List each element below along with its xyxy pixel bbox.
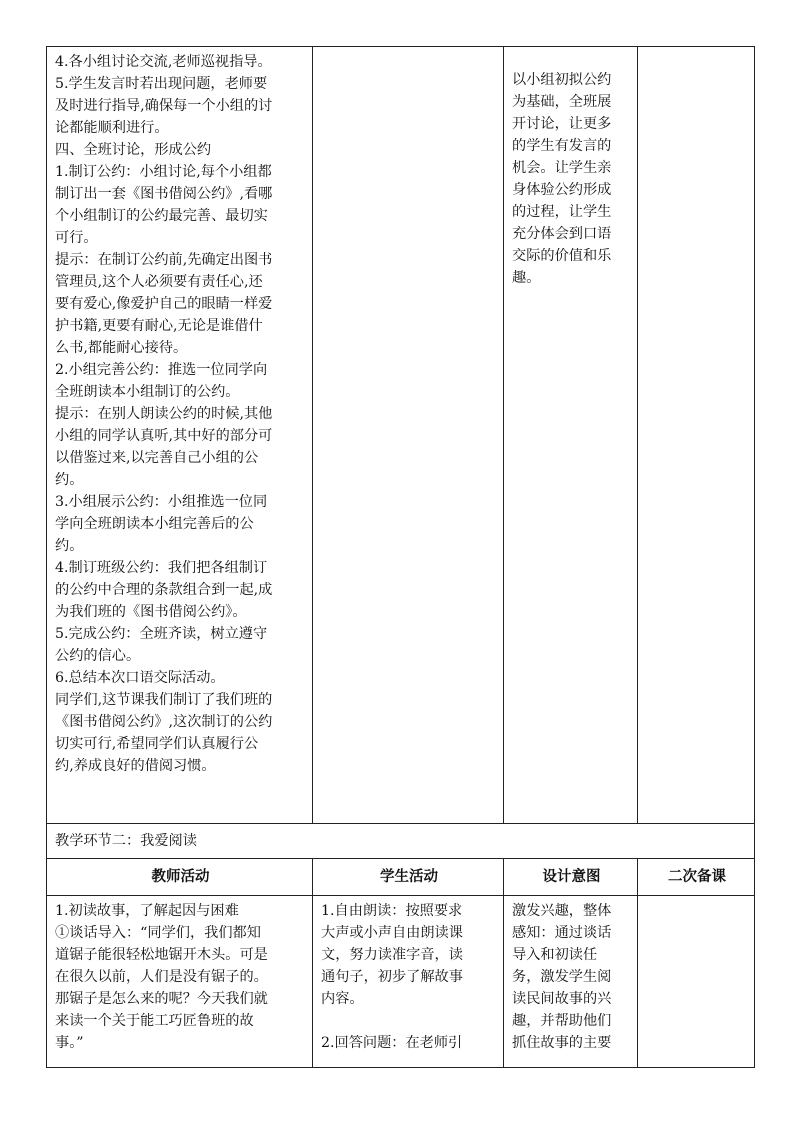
text-line: 务，激发学生阅 (512, 969, 612, 985)
text-line: 交际的价值和乐 (512, 248, 612, 264)
text-line: 为基础，全班展 (512, 94, 612, 110)
text-line: 为我们班的《图书借阅公约》。 (55, 604, 247, 620)
text-line: 以借鉴过来,以完善自己小组的公 (55, 450, 259, 466)
section-row (47, 824, 755, 859)
text-line: 感知：通过谈话 (512, 925, 612, 941)
text-line: 在很久以前，人们是没有锯子的。 (55, 969, 268, 985)
text-line: 2.小组完善公约：推选一位同学向 (55, 362, 268, 378)
text-line: 趣。 (512, 270, 541, 286)
text-line: 身体验公约形成 (512, 182, 612, 198)
text-line: 制订出一套《图书借阅公约》,看哪 (55, 186, 273, 202)
text-line: 四、全班讨论，形成公约 (55, 142, 212, 158)
text-line: 1.自由朗读：按照要求 (321, 903, 463, 919)
text-line: 抓住故事的主要 (512, 1035, 612, 1051)
header-student-activity: 学生活动 (313, 859, 504, 896)
text-line: 那锯子是怎么来的呢？今天我们就 (55, 991, 268, 1007)
teacher-activity-cell-1 (47, 47, 313, 824)
text-line: 约。 (55, 538, 84, 554)
text-line: ①谈话导入：“同学们，我们都知 (55, 925, 261, 941)
text-line: 及时进行指导,确保每一个小组的讨 (55, 98, 273, 114)
text-line (321, 1010, 497, 1032)
text-line: 切实可行,希望同学们认真履行公 (55, 736, 259, 752)
text-line: 5.学生发言时若出现问题，老师要 (55, 76, 268, 92)
text-line: 么书,都能耐心接待。 (55, 340, 188, 356)
text-line: 读民间故事的兴 (512, 991, 612, 1007)
text-line: 的公约中合理的条款组合到一起,成 (55, 582, 273, 598)
text-line: 6.总结本次口语交际活动。 (55, 670, 225, 686)
text-line: 道锯子能很轻松地锯开木头。可是 (55, 947, 268, 963)
text-line: 全班朗读本小组制订的公约。 (55, 384, 240, 400)
text-line: 事。” (55, 1035, 84, 1051)
text-line: 同学们,这节课我们制订了我们班的 (55, 692, 273, 708)
text-line: 论都能顺利进行。 (55, 120, 169, 136)
text-line: 约,养成良好的借阅习惯。 (55, 758, 216, 774)
text-line: 导入和初读任 (512, 947, 598, 963)
text-line: 以小组初拟公约 (512, 72, 612, 88)
text-line: 的学生有发言的 (512, 138, 612, 154)
text-line: 4.制订班级公约：我们把各组制订 (55, 560, 268, 576)
text-line: 小组的同学认真听,其中好的部分可 (55, 428, 273, 444)
text-line: 要有爱心,像爱护自己的眼睛一样爱 (55, 296, 273, 312)
design-intent-cell-2 (504, 896, 638, 1068)
text-line: 护书籍,更要有耐心,无论是谁借什 (55, 318, 263, 334)
text-line: 《图书借阅公约》,这次制订的公约 (55, 714, 273, 730)
text-line: 3.小组展示公约：小组推选一位同 (55, 494, 268, 510)
activity-row-1 (47, 47, 755, 824)
text-line: 1.初读故事，了解起因与困难 (55, 903, 239, 919)
text-line: 激发兴趣，整体 (512, 903, 612, 919)
teacher-activity-cell-2 (47, 896, 313, 1068)
text-line: 的过程，让学生 (512, 204, 612, 220)
text-line: 大声或小声自由朗读课 (321, 925, 463, 941)
text-line: 1.制订公约：小组讨论,每个小组都 (55, 164, 272, 180)
text-line: 公约的信心。 (55, 648, 141, 664)
text-line: 约。 (55, 472, 84, 488)
text-line: 文，努力读准字音，读 (321, 947, 463, 963)
student-activity-cell-1 (313, 47, 504, 824)
text-line: 提示：在别人朗读公约的时候,其他 (55, 406, 273, 422)
text-line: 内容。 (321, 991, 364, 1007)
header-teacher-activity: 教师活动 (47, 859, 313, 896)
second-prep-cell-1 (638, 47, 755, 824)
text-line: 个小组制订的公约最完善、最切实 (55, 208, 268, 224)
text-line: 开讨论，让更多 (512, 116, 612, 132)
text-line: 提示：在制订公约前,先确定出图书 (55, 252, 273, 268)
text-line: 机会。让学生亲 (512, 160, 612, 176)
activity-row-2 (47, 896, 755, 1068)
text-line: 4.各小组讨论交流,老师巡视指导。 (55, 54, 272, 70)
text-line: 趣，并帮助他们 (512, 1013, 612, 1029)
lesson-plan-document (46, 46, 754, 1068)
design-intent-cell-1 (504, 47, 638, 824)
text-line: 充分体会到口语 (512, 226, 612, 242)
student-activity-cell-2 (313, 896, 504, 1068)
lesson-plan-table (46, 46, 755, 1068)
header-row (47, 859, 755, 896)
header-design-intent: 设计意图 (504, 859, 638, 896)
text-line: 2.回答问题：在老师引 (321, 1035, 463, 1051)
header-second-prep: 二次备课 (638, 859, 755, 896)
text-line: 可行。 (55, 230, 98, 246)
text-line: 学向全班朗读本小组完善后的公 (55, 516, 254, 532)
text-line: 来读一个关于能工巧匠鲁班的故 (55, 1013, 254, 1029)
second-prep-cell-2 (638, 896, 755, 1068)
text-line: 5.完成公约：全班齐读，树立遵守 (55, 626, 268, 642)
text-line: 管理员,这个人必须要有责任心,还 (55, 274, 263, 290)
section-title: 教学环节二：我爱阅读 (47, 824, 755, 859)
text-line: 通句子，初步了解故事 (321, 969, 463, 985)
